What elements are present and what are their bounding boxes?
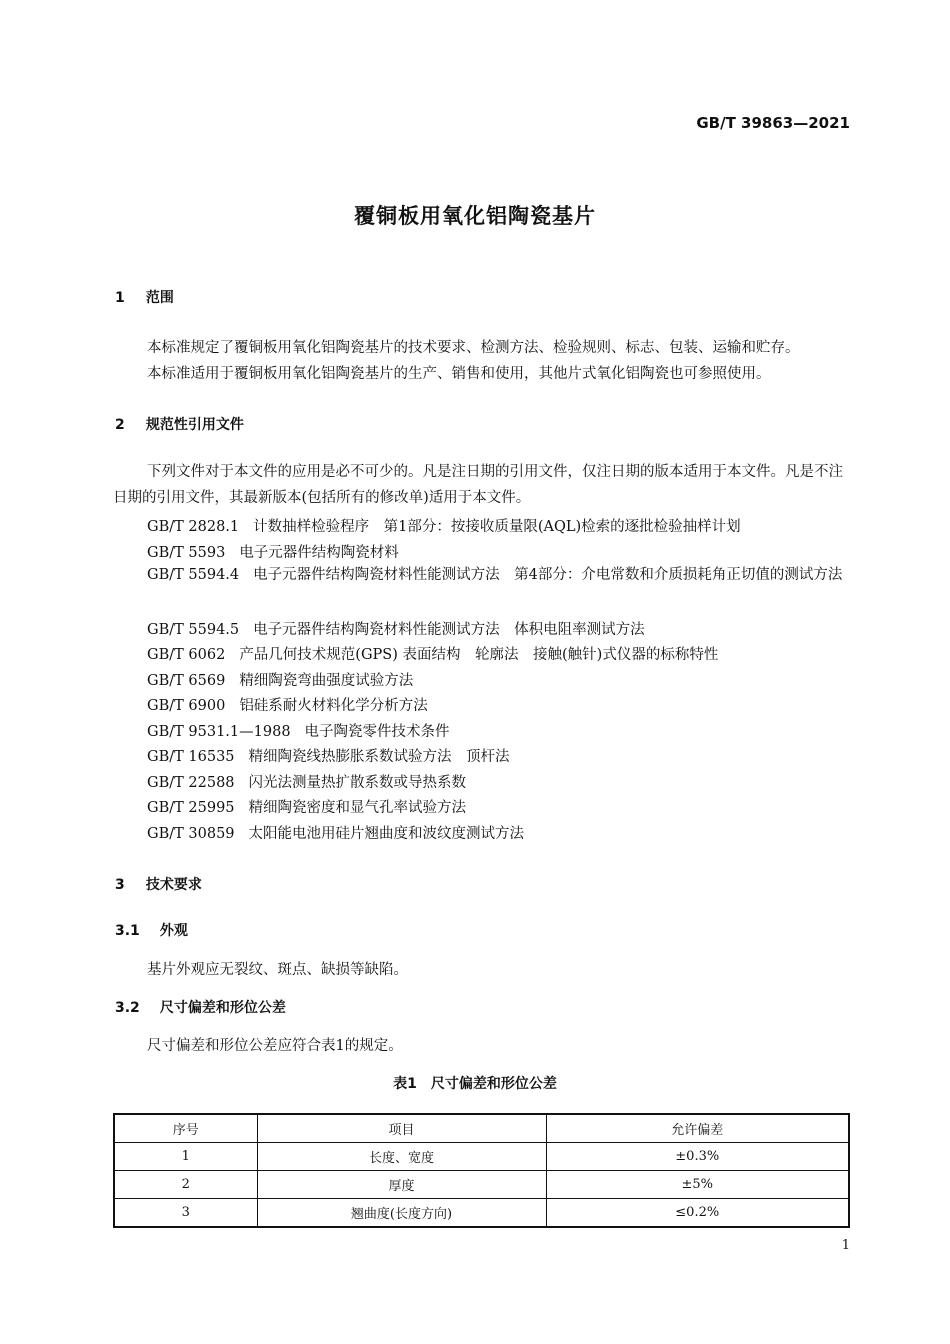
reference-code: GB/T 30859 — [147, 826, 235, 842]
column-header: 项目 — [257, 1114, 546, 1143]
section-title: 规范性引用文件 — [145, 417, 244, 433]
page-number: 1 — [841, 1238, 850, 1253]
table-cell: 长度、宽度 — [257, 1143, 546, 1171]
reference-title: 铝硅系耐火材料化学分析方法 — [239, 698, 428, 714]
subsection-number: 3.1 — [115, 923, 140, 939]
paragraph: 本标准适用于覆铜板用氧化铝陶瓷基片的生产、销售和使用，其他片式氧化铝陶瓷也可参照使用。 — [147, 366, 771, 382]
standard-number: GB/T 39863—2021 — [696, 114, 850, 132]
reference-title: 电子元器件结构陶瓷材料 — [239, 545, 399, 561]
subsection-title: 尺寸偏差和形位公差 — [159, 1000, 286, 1016]
section-title: 范围 — [145, 290, 174, 306]
table-cell: 厚度 — [257, 1171, 546, 1199]
reference-item — [147, 745, 510, 766]
section-2-heading — [115, 414, 244, 434]
reference-title: 精细陶瓷密度和显气孔率试验方法 — [248, 800, 467, 816]
document-title: 覆铜板用氧化铝陶瓷基片 — [354, 204, 596, 228]
table-cell: ±0.3% — [546, 1143, 849, 1171]
reference-code: GB/T 5594.4 — [147, 567, 240, 583]
reference-title: 电子元器件结构陶瓷材料性能测试方法 第4部分：介电常数和介质损耗角正切值的测试方法 — [253, 567, 843, 583]
reference-code: GB/T 16535 — [147, 749, 235, 765]
reference-item — [113, 562, 850, 588]
reference-title: 太阳能电池用硅片翘曲度和波纹度测试方法 — [248, 826, 525, 842]
section-number: 2 — [115, 417, 125, 433]
section-number: 3 — [115, 877, 125, 893]
reference-title: 闪光法测量热扩散系数或导热系数 — [248, 775, 467, 791]
table-row — [114, 1143, 849, 1171]
subsection-number: 3.2 — [115, 1000, 140, 1016]
reference-item — [147, 643, 718, 664]
reference-title: 电子陶瓷零件技术条件 — [304, 724, 450, 740]
table-caption: 表1 尺寸偏差和形位公差 — [393, 1076, 557, 1092]
table-cell: 1 — [114, 1143, 257, 1171]
reference-title: 精细陶瓷弯曲强度试验方法 — [239, 673, 414, 689]
table-row — [114, 1199, 849, 1228]
reference-code: GB/T 6569 — [147, 673, 226, 689]
reference-code: GB/T 6900 — [147, 698, 226, 714]
column-header: 序号 — [114, 1114, 257, 1143]
paragraph: 基片外观应无裂纹、斑点、缺损等缺陷。 — [147, 962, 408, 978]
reference-code: GB/T 5593 — [147, 545, 226, 561]
paragraph: 尺寸偏差和形位公差应符合表1的规定。 — [147, 1038, 403, 1054]
subsection-3-2-heading — [115, 997, 286, 1017]
reference-item — [147, 694, 428, 715]
reference-item — [147, 618, 645, 639]
reference-title: 产品几何技术规范(GPS) 表面结构 轮廓法 接触(触针)式仪器的标称特性 — [239, 647, 719, 663]
paragraph: 本标准规定了覆铜板用氧化铝陶瓷基片的技术要求、检测方法、检验规则、标志、包装、运输和贮存。 — [147, 340, 800, 356]
intro-paragraph: 下列文件对于本文件的应用是必不可少的。凡是注日期的引用文件，仅注日期的版本适用于本文件。凡是不注日期的引用文件，其最新版本(包括所有的修改单)适用于本文件。 — [113, 464, 843, 506]
reference-title: 电子元器件结构陶瓷材料性能测试方法 体积电阻率测试方法 — [253, 622, 645, 638]
section-1-heading — [115, 287, 174, 307]
table-cell: 2 — [114, 1171, 257, 1199]
reference-item — [147, 541, 399, 562]
subsection-3-1-heading — [115, 920, 188, 940]
section-3-heading — [115, 874, 202, 894]
reference-item — [147, 720, 450, 741]
table-header-row — [114, 1114, 849, 1143]
table-cell: ≤0.2% — [546, 1199, 849, 1228]
reference-title: 计数抽样检验程序 第1部分：按接收质量限(AQL)检索的逐批检验抽样计划 — [253, 519, 741, 535]
section-title: 技术要求 — [145, 877, 202, 893]
reference-code: GB/T 9531.1—1988 — [147, 724, 291, 740]
reference-item — [147, 669, 413, 690]
table-row — [114, 1171, 849, 1199]
column-header: 允许偏差 — [546, 1114, 849, 1143]
table-cell: ±5% — [546, 1171, 849, 1199]
reference-item — [147, 771, 466, 792]
reference-item — [147, 796, 466, 817]
section-number: 1 — [115, 290, 125, 306]
dimension-tolerance-table — [113, 1113, 850, 1228]
reference-code: GB/T 6062 — [147, 647, 226, 663]
reference-code: GB/T 25995 — [147, 800, 235, 816]
reference-code: GB/T 5594.5 — [147, 622, 240, 638]
reference-title: 精细陶瓷线热膨胀系数试验方法 顶杆法 — [248, 749, 510, 765]
reference-item — [147, 515, 741, 536]
reference-code: GB/T 22588 — [147, 775, 235, 791]
reference-item — [147, 822, 524, 843]
reference-code: GB/T 2828.1 — [147, 519, 240, 535]
subsection-title: 外观 — [159, 923, 188, 939]
table-cell: 3 — [114, 1199, 257, 1228]
table-cell: 翘曲度(长度方向) — [257, 1199, 546, 1228]
